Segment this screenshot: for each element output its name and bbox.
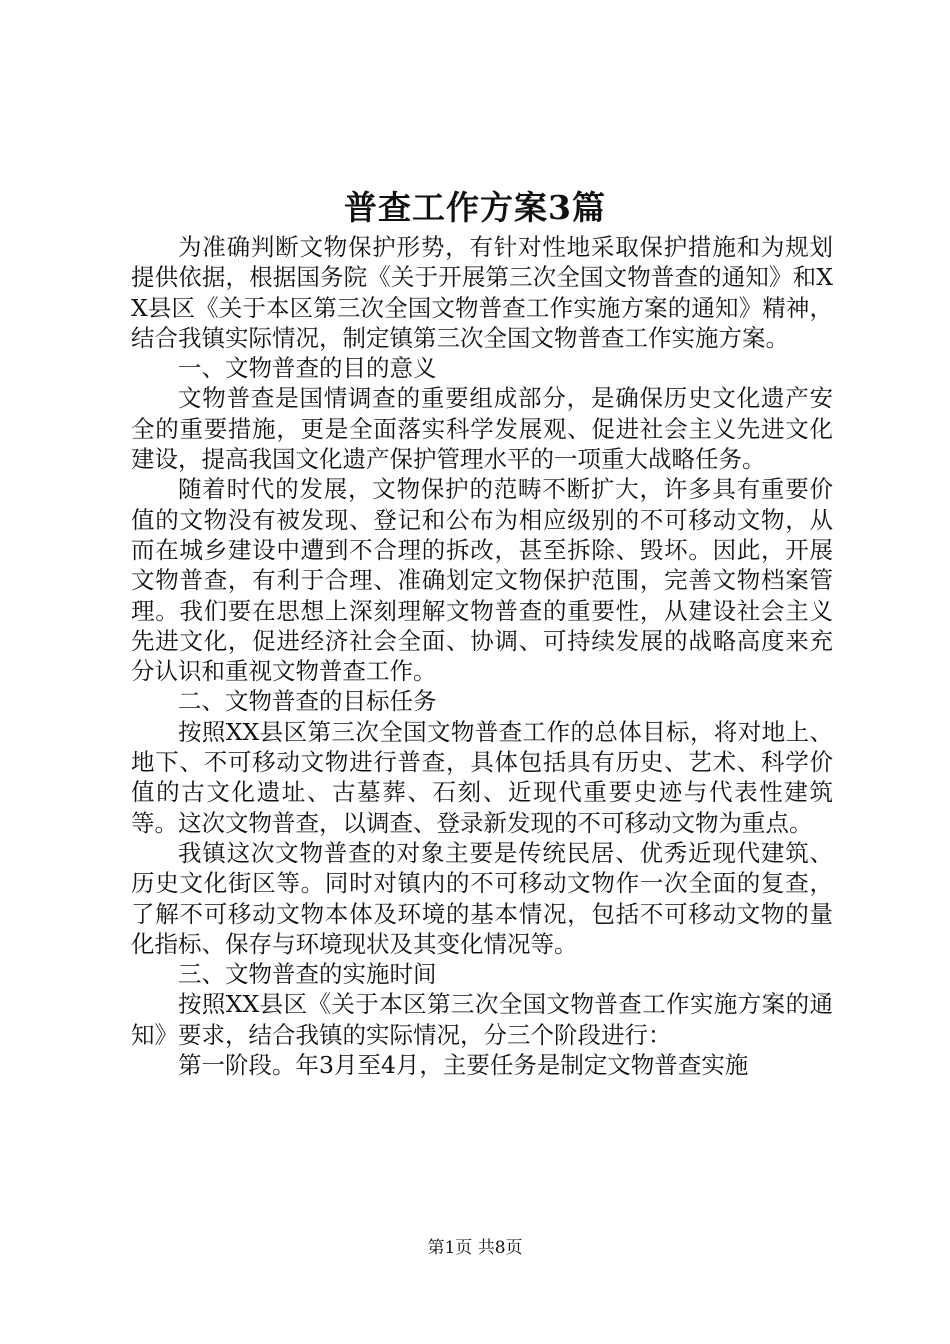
section-heading-1: 一、文物普查的目的意义 (178, 354, 437, 383)
paragraph: 按照XX县区《关于本区第三次全国文物普查工作实施方案的通知》要求，结合我镇的实际情况，分三个阶段进行： (131, 990, 833, 1049)
paragraph: 第一阶段。年3月至4月，主要任务是制定文物普查实施 (178, 1051, 749, 1080)
section-heading-2: 二、文物普查的目标任务 (178, 687, 437, 716)
paragraph: 我镇这次文物普查的对象主要是传统民居、优秀近现代建筑、历史文化街区等。同时对镇内的不可移动文物作一次全面的复查，了解不可移动文物本体及环境的基本情况，包括不可移动文物的量化指标、保存与环境现状及其变化情况等。 (131, 838, 833, 958)
document-body (131, 232, 833, 1080)
paragraph: 按照XX县区第三次全国文物普查工作的总体目标，将对地上、地下、不可移动文物进行普查，具体包括具有历史、艺术、科学价值的古文化遗址、古墓葬、石刻、近现代重要史迹与代表性建筑等。这次文物普查，以调查、登录新发现的不可移动文物为重点。 (131, 717, 833, 837)
paragraph-intro: 为准确判断文物保护形势，有针对性地采取保护措施和为规划提供依据，根据国务院《关于开展第三次全国文物普查的通知》和XX县区《关于本区第三次全国文物普查工作实施方案的通知》精神，结合我镇实际情况，制定镇第三次全国文物普查工作实施方案。 (131, 233, 833, 352)
document-title: 普查工作方案3篇 (344, 188, 606, 227)
paragraph: 随着时代的发展，文物保护的范畴不断扩大，许多具有重要价值的文物没有被发现、登记和公布为相应级别的不可移动文物，从而在城乡建设中遭到不合理的拆改，甚至拆除、毁坏。因此，开展文物普查，有利于合理、准确划定文物保护范围，完善文物档案管理。我们要在思想上深刻理解文物普查的重要性，从建设社会主义先进文化，促进经济社会全面、协调、可持续发展的战略高度来充分认识和重视文物普查工作。 (131, 475, 833, 686)
paragraph: 文物普查是国情调查的重要组成部分，是确保历史文化遗产安全的重要措施，更是全面落实科学发展观、促进社会主义先进文化建设，提高我国文化遗产保护管理水平的一项重大战略任务。 (131, 384, 833, 474)
section-heading-3: 三、文物普查的实施时间 (178, 960, 437, 989)
page-footer: 第1页 共8页 (427, 1238, 523, 1258)
